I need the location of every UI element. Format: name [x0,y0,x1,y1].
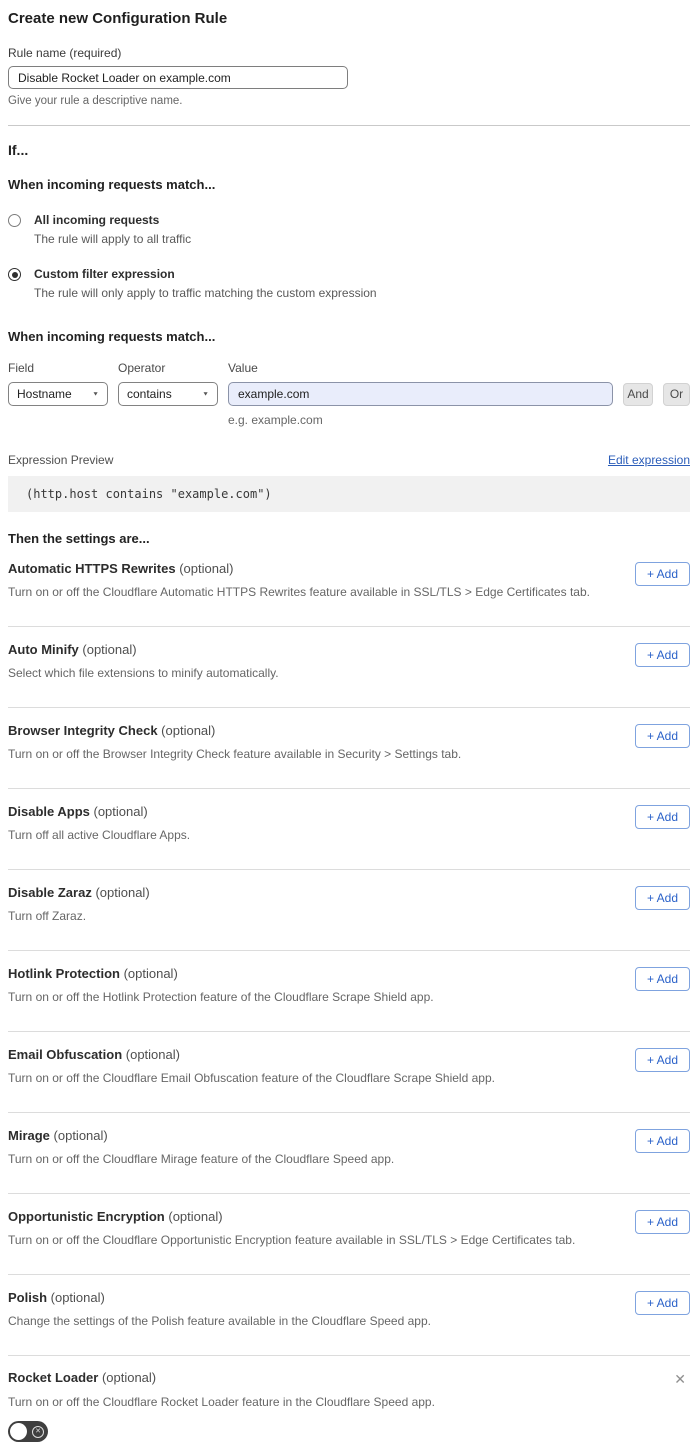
and-button[interactable]: And [623,383,653,406]
setting-optional-label: (optional) [50,1290,105,1305]
setting-name: Opportunistic Encryption [8,1209,165,1224]
setting-row-rocket-loader [8,1356,690,1442]
match-heading: When incoming requests match... [8,177,216,192]
settings-list [8,546,690,1356]
setting-row [8,951,690,1032]
expression-builder-row [8,361,690,427]
toggle-knob [10,1423,27,1440]
radio-option-custom-filter[interactable] [8,267,690,300]
setting-name: Auto Minify [8,642,79,657]
expression-preview-label: Expression Preview [8,453,114,467]
setting-row [8,1032,690,1113]
operator-label: Operator [118,361,166,375]
setting-add-button[interactable]: + Add [635,805,690,829]
setting-name: Disable Zaraz [8,885,92,900]
setting-title [8,1290,431,1305]
then-settings-heading: Then the settings are... [8,531,150,546]
rule-name-help: Give your rule a descriptive name. [8,95,183,107]
setting-row [8,627,690,708]
setting-optional-label: (optional) [95,885,150,900]
setting-optional-label: (optional) [168,1209,223,1224]
operator-select-value: contains [127,387,172,401]
chevron-down-icon: ▼ [202,391,209,397]
setting-title [8,561,590,576]
radio-all-requests-label: All incoming requests [34,213,160,227]
setting-row [8,546,690,627]
section-divider [8,125,690,126]
setting-title [8,804,190,819]
setting-optional-label: (optional) [161,723,216,738]
setting-description: Turn on or off the Cloudflare Automatic HTTPS Rewrites feature available in SSL/TLS > Edge Certificates tab. [8,585,590,599]
setting-add-button[interactable]: + Add [635,643,690,667]
setting-description: Turn on or off the Browser Integrity Check feature available in Security > Settings tab. [8,747,462,761]
toggle-off-icon: ✕ [32,1426,44,1438]
setting-title [8,885,150,900]
setting-name: Mirage [8,1128,50,1143]
radio-custom-filter[interactable] [8,268,21,281]
setting-description: Turn on or off the Cloudflare Email Obfuscation feature of the Cloudflare Scrape Shield app. [8,1071,495,1085]
field-select-value: Hostname [17,387,72,401]
setting-add-button[interactable]: + Add [635,562,690,586]
setting-title [8,966,434,981]
close-icon[interactable]: ✕ [674,1371,686,1387]
setting-add-button[interactable]: + Add [635,886,690,910]
value-input[interactable] [228,382,613,406]
setting-row [8,708,690,789]
setting-name: Hotlink Protection [8,966,120,981]
setting-optional-label: (optional) [82,642,137,657]
setting-description: Turn on or off the Cloudflare Rocket Loader feature in the Cloudflare Speed app. [8,1395,435,1409]
setting-add-button[interactable]: + Add [635,1048,690,1072]
builder-heading: When incoming requests match... [8,329,216,344]
radio-custom-filter-description: The rule will only apply to traffic matching the custom expression [34,286,377,300]
setting-title [8,1047,495,1062]
setting-title [8,1209,575,1224]
setting-optional-label: (optional) [101,1370,157,1385]
setting-description: Turn on or off the Cloudflare Opportunistic Encryption feature available in SSL/TLS > Edge Certificates tab. [8,1233,576,1247]
setting-name: Polish [8,1290,48,1305]
radio-option-all-requests[interactable] [8,213,690,246]
setting-description: Turn off Zaraz. [8,909,87,923]
setting-optional-label: (optional) [123,966,178,981]
setting-name: Rocket Loader [8,1370,99,1385]
setting-add-button[interactable]: + Add [635,1291,690,1315]
setting-row [8,870,690,951]
expression-preview-code: (http.host contains "example.com") [8,476,690,512]
or-button[interactable]: Or [663,383,690,406]
radio-all-requests-description: The rule will apply to all traffic [34,232,192,246]
setting-description: Turn off all active Cloudflare Apps. [8,828,191,842]
setting-optional-label: (optional) [53,1128,108,1143]
if-heading: If... [8,142,29,158]
setting-title [8,723,461,738]
rule-name-label: Rule name (required) [8,46,122,60]
setting-add-button[interactable]: + Add [635,967,690,991]
setting-name: Disable Apps [8,804,90,819]
radio-all-requests[interactable] [8,214,21,227]
setting-description: Turn on or off the Cloudflare Mirage feature of the Cloudflare Speed app. [8,1152,395,1166]
setting-row [8,1194,690,1275]
setting-add-button[interactable]: + Add [635,1129,690,1153]
radio-custom-filter-label: Custom filter expression [34,267,175,281]
field-select[interactable] [8,382,108,406]
rocket-loader-toggle[interactable] [8,1421,48,1442]
setting-name: Email Obfuscation [8,1047,123,1062]
operator-select[interactable] [118,382,218,406]
setting-title [8,642,279,657]
setting-add-button[interactable]: + Add [635,1210,690,1234]
setting-description: Turn on or off the Hotlink Protection feature of the Cloudflare Scrape Shield app. [8,990,434,1004]
setting-optional-label: (optional) [93,804,148,819]
setting-row [8,1275,690,1356]
setting-row [8,789,690,870]
page-title: Create new Configuration Rule [8,10,228,27]
edit-expression-link[interactable]: Edit expression [607,453,690,467]
value-label: Value [228,361,258,375]
chevron-down-icon: ▼ [92,391,99,397]
setting-description: Select which file extensions to minify automatically. [8,666,279,680]
setting-add-button[interactable]: + Add [635,724,690,748]
rule-name-input[interactable] [8,66,348,89]
setting-name: Browser Integrity Check [8,723,158,738]
value-hint: e.g. example.com [228,413,323,427]
field-label: Field [8,361,35,375]
setting-name: Automatic HTTPS Rewrites [8,561,176,576]
setting-title [8,1370,156,1385]
setting-optional-label: (optional) [125,1047,180,1062]
setting-optional-label: (optional) [179,561,234,576]
setting-row [8,1113,690,1194]
setting-description: Change the settings of the Polish feature available in the Cloudflare Speed app. [8,1314,431,1328]
setting-title [8,1128,394,1143]
